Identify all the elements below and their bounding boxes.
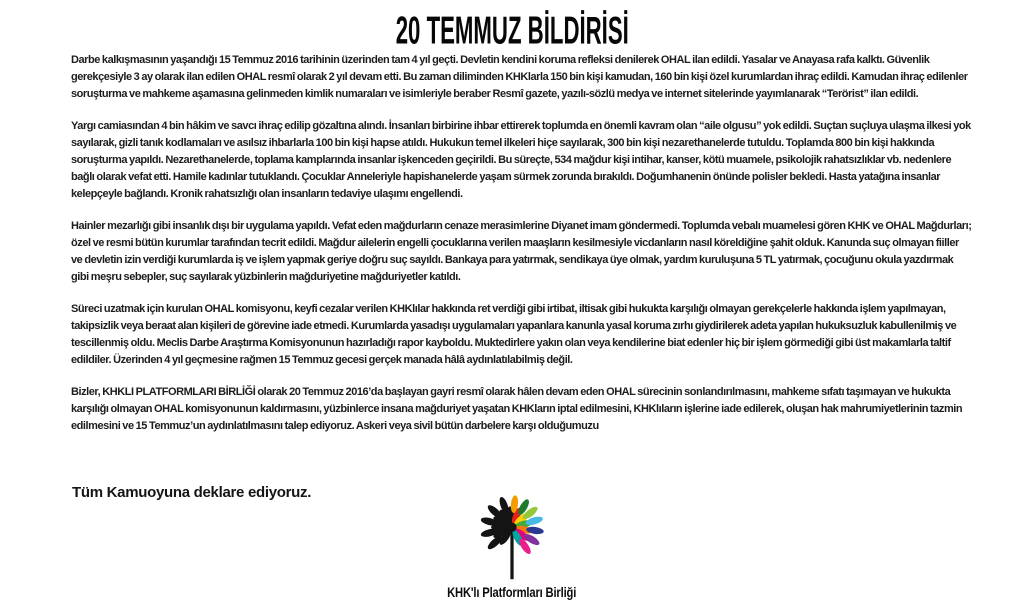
paragraph-3: Hainler mezarlığı gibi insanlık dışı bir uygulama yapıldı. Vefat eden mağdurların cenaze merasimlerine Diyanet imam göndermedi. Toplumda vebalı muamelesi gören KHK ve OHAL Mağdurları; özel ve resmi bütün kurumlar tarafından tecrit edildi. Mağdur ailelerin engelli çocuklarına verilen maaşların kesilmesiyle vicdanların nasıl köreldiğine şahit olduk. Kanunda suç olmayan fiiller ve devletin izin verdiği kurumlarda iş ve işlem yapmak geriye doğru suç sayıldı. Bankaya para yatırmak, sendikaya üye olmak, yardım kuruluşuna 5 TL yatırmak, çocuğunu okula yazdırmak gibi meşru sebepler, suç sayılarak yüzbinlerin mağduriyetine mağduriyetler katıldı. (71, 220, 972, 283)
logo-caption: KHK'lı Platformları Birliği (447, 584, 577, 600)
page-title: 20 TEMMUZ BİLDİRİSİ (395, 9, 629, 52)
closing-statement: Tüm Kamuoyuna deklare ediyoruz. (72, 484, 312, 501)
paragraph-1: Darbe kalkışmasının yaşandığı 15 Temmuz 2016 tarihinin üzerinden tam 4 yıl geçti. Devletin kendini koruma refleksi denilerek OHAL ilan edildi. Yasalar ve Anayasa rafa kalktı. Güvenlik gerekçesiyle 3 ay olarak ilan edilen OHAL resmî olarak 2 yıl devam etti. Bu zaman diliminden KHKlarla 150 bin kişi kamudan, 160 bin kişi özel kurumlardan ihraç edildi. Kamudan ihraç edilenler soruşturma ve mahkeme aşamasına gelinmeden kimlik numaraları ve isimleriyle beraber Resmî gazete, yazılı-sözlü medya ve internet sitelerinde yayımlanarak “Terörist” ilan edildi. (71, 54, 968, 100)
org-logo (402, 490, 622, 602)
title-band (0, 10, 1024, 52)
paragraph-2: Yargı camiasından 4 bin hâkim ve savcı ihraç edilip gözaltına alındı. İnsanları birbirine ihbar ettirerek toplumda en önemli kavram olan “aile olgusu” yok edildi. Suçtan suçluya ulaşma ilkesi yok sayılarak, gizli tanık kodlamaları ve asılsız ihbarlarla 100 bin kişi hapse atıldı. Hukukun temel ilkeleri hiçe sayılarak, 300 bin kişi nezarethanelerde tutuldu. Toplamda 800 bin kişi hakkında soruşturma yapıldı. Nezarethanelerde, toplama kamplarında insanlar işkenceden geçirildi. Bu süreçte, 534 mağdur kişi intihar, kanser, kötü muamele, psikolojik rahatsızlıklar vb. nedenlere bağlı olarak vefat etti. Hamile kadınlar tutuklandı. Çocuklar Anneleriyle hapishanelerde yaşam sürmek zorunda bırakıldı. Doğumhanenin önünde polisler bekledi. Hasta yatağına insanlar kelepçeyle bağlandı. Kronik rahatsızlığı olan insanların tedaviye ulaşımı engellendi. (71, 120, 971, 200)
paragraph-4: Süreci uzatmak için kurulan OHAL komisyonu, keyfi cezalar verilen KHKlılar hakkında ret verdiği gibi irtibat, iltisak gibi hukukta karşılığı olmayan gerekçelerle hakkında işlem yapılmayan, takipsizlik veya beraat alan kişileri de görevine iade etmedi. Kurumlarda yasadışı uygulamaları yapanlara kanunla yasal koruma zırhı giydirilerek adeta yapılan hukuksuzluk kabullenilmiş ve tescillenmiş oldu. Meclis Darbe Araştırma Komisyonunun hazırladığı rapor kayboldu. Muktedirlere yakın olan veya kendilerine biat edenler hiç bir işlem görmediği gibi üst makamlarla taltif edildiler. Üzerinden 4 yıl geçmesine rağmen 15 Temmuz gecesi gerçek manada hâlâ aydınlatılabilmiş değil. (71, 303, 957, 366)
dandelion-tree-icon (447, 490, 577, 583)
declaration-body (71, 52, 972, 450)
paragraph-5: Bizler, KHKLI PLATFORMLARI BİRLİĞİ olarak 20 Temmuz 2016’da başlayan gayri resmî olarak hâlen devam eden OHAL sürecinin sonlandırılmasını, mahkeme sıfatı taşımayan ve hukukta karşılığı olmayan OHAL komisyonunun kaldırmasını, yüzbinlerce insana mağduriyet yaşatan KHKların iptal edilmesini, KHKlıların işlerine iade edilerek, oluşan hak mahrumiyetlerinin tazmin edilmesini ve 15 Temmuz’un aydınlatılmasını talep ediyoruz. Askeri veya sivil bütün darbelere karşı olduğumuzu (71, 386, 963, 432)
